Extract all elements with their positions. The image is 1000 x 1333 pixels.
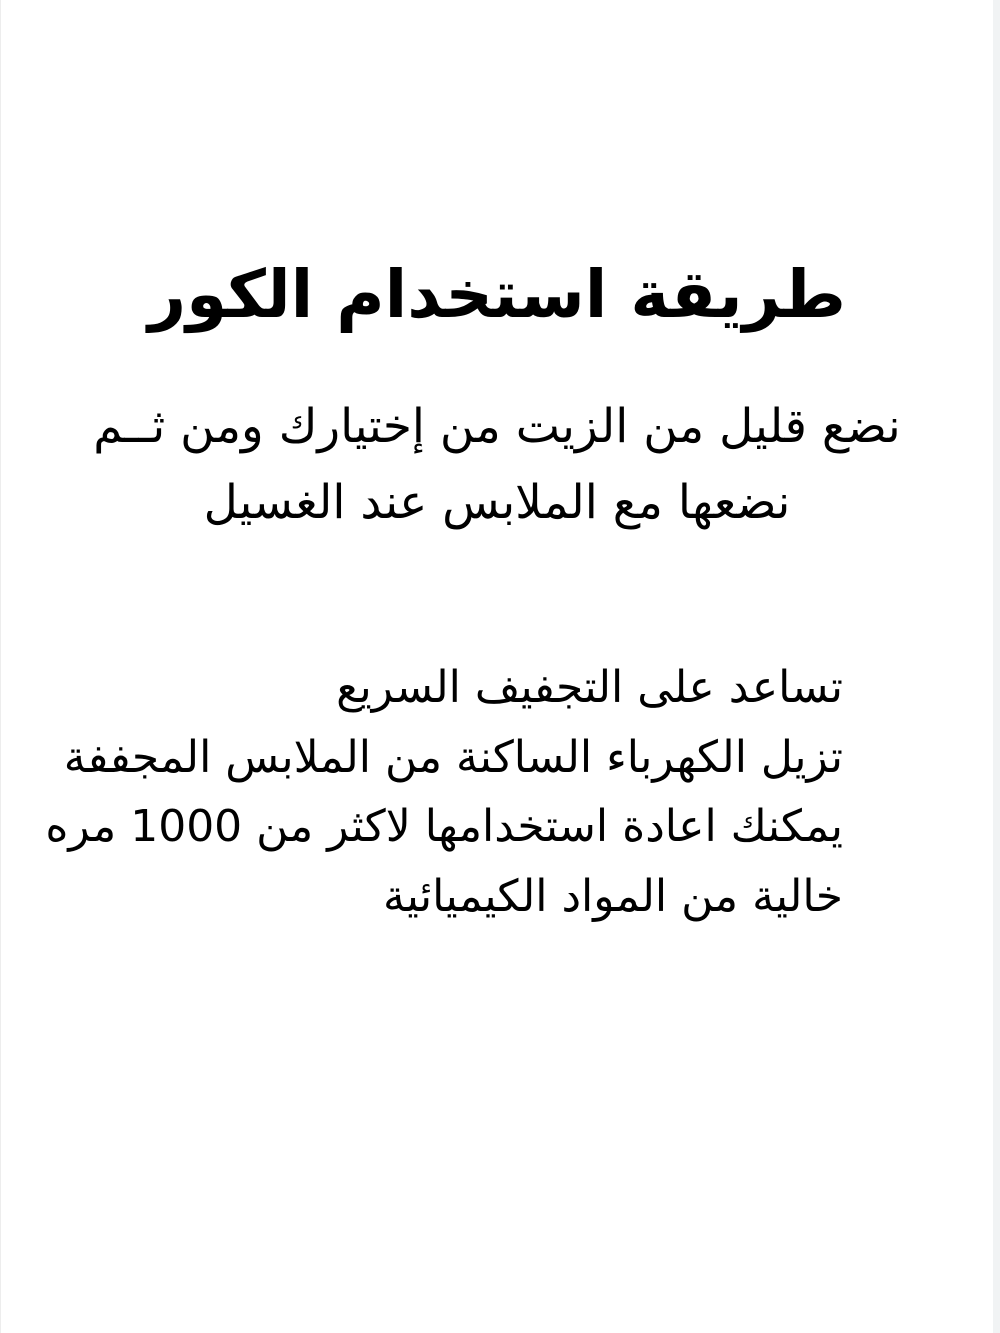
scrollbar-track[interactable] bbox=[993, 0, 1000, 1333]
page-content bbox=[1, 0, 993, 1333]
benefit-line-quick-drying: تساعد على التجفيف السريع bbox=[336, 662, 843, 714]
usage-line-2: نضعها مع الملابس عند الغسيل bbox=[203, 475, 791, 531]
page-title: طريقة استخدام الكور bbox=[148, 255, 846, 333]
usage-line-1: نضع قليل من الزيت من إختيارك ومن ثــم bbox=[93, 399, 901, 455]
benefits-paragraph bbox=[45, 653, 843, 931]
benefit-line-chemical-free: خالية من المواد الكيميائية bbox=[383, 870, 843, 922]
usage-instructions-paragraph bbox=[51, 389, 943, 541]
benefit-line-reusable-1000-times: يمكنك اعادة استخدامها لاكثر من 1000 مره bbox=[45, 801, 843, 853]
benefit-line-static-removal: تزيل الكهرباء الساكنة من الملابس المجففة bbox=[63, 731, 843, 783]
